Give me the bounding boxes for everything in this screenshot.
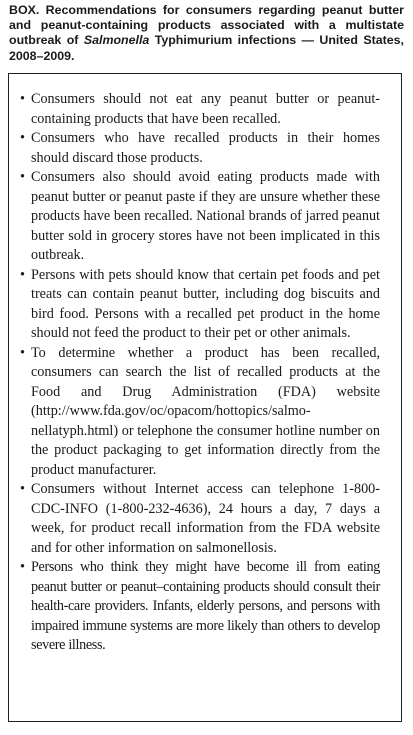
box-heading: [9, 3, 404, 64]
list-item-text: To determine whether a product has been recalled, consumers can search the list of recalled products at the Food and Drug Administration (FDA) website (http://www.fda.gov/oc/opacom/hottopics/salmo-nellatyph.html) or telephone the consumer hotline number on the product packaging to get information directly from the product manufacturer.: [31, 344, 380, 478]
recommendations-list: [20, 90, 380, 656]
list-item: [20, 266, 380, 344]
list-item-text: Consumers who have recalled products in their homes should discard those products.: [31, 130, 380, 166]
bullet-icon: •: [20, 91, 25, 107]
list-item: [20, 558, 380, 656]
bullet-icon: •: [20, 481, 25, 497]
bullet-icon: •: [20, 130, 25, 146]
heading-suffix: Typhimurium infections — United States, 2008–2009.: [9, 33, 404, 63]
bullet-icon: •: [20, 559, 25, 575]
list-item: [20, 344, 380, 481]
list-item-text: Persons who think they might have become ill from eating peanut butter or peanut–containing products should consult their health-care providers. Infants, elderly persons, and persons with impaired immune systems are more likely than others to develop severe illness.: [31, 559, 380, 653]
list-item-text: Consumers without Internet access can telephone 1-800-CDC-INFO (1-800-232-4636), 24 hours a day, 7 days a week, for product recall information from the FDA website and for other information on salmonellosis.: [31, 481, 380, 556]
heading-prefix: BOX. Recommendations for consumers regarding peanut butter and peanut-containing products associated with a multistate outbreak of: [9, 3, 404, 48]
list-item: [20, 129, 380, 168]
heading-organism: Salmonella: [83, 33, 150, 48]
list-item: [20, 90, 380, 129]
list-item-text: Persons with pets should know that certain pet foods and pet treats can contain peanut butter, including dog biscuits and bird food. Persons with a recalled pet product in the home should not feed the product to their pet or other animals.: [31, 266, 380, 341]
bullet-icon: •: [20, 344, 25, 361]
list-item: [20, 480, 380, 558]
bullet-icon: •: [20, 169, 25, 185]
bullet-icon: •: [20, 266, 25, 283]
list-item: [20, 168, 380, 266]
list-item-text: Consumers should not eat any peanut butter or peanut-containing products that have been recalled.: [31, 91, 380, 127]
list-item-text: Consumers also should avoid eating products made with peanut butter or peanut paste if they are unsure whether these products have been recalled. National brands of jarred peanut butter sold in grocery stores have not been implicated in this outbreak.: [31, 169, 380, 263]
